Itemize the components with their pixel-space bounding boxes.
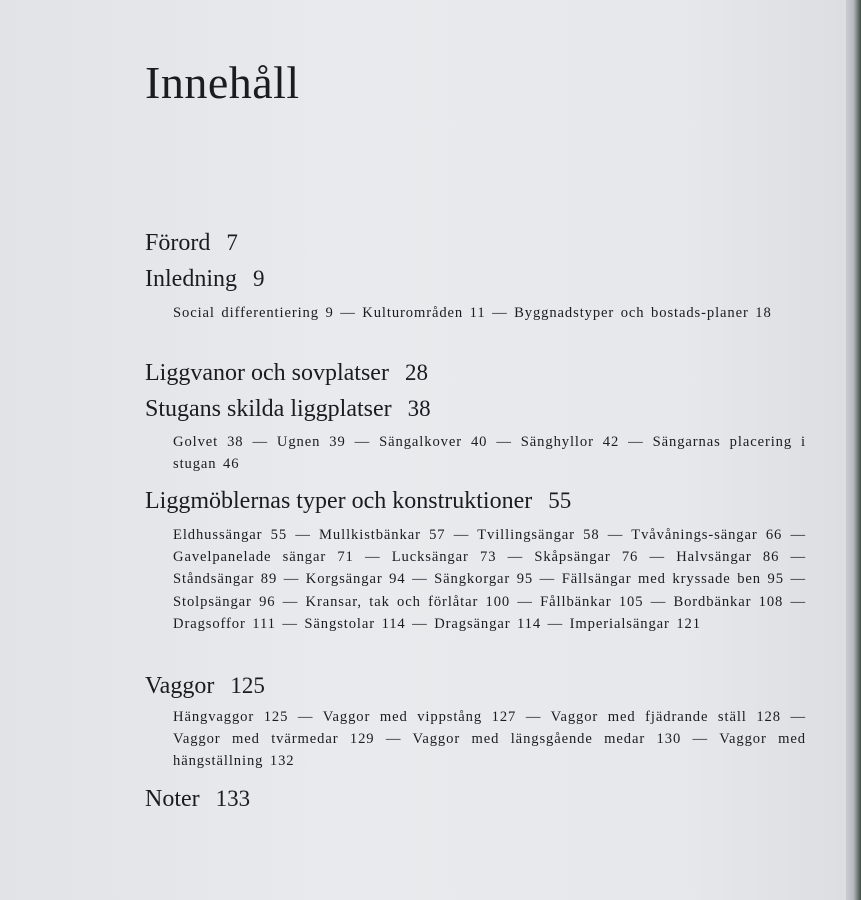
toc-entry-page: 7 (226, 230, 238, 255)
toc-subentries-inledning: Social differentiering 9 — Kulturområden 11 — Byggnadstyper och bostads-planer 18 (173, 305, 772, 321)
toc-entry-label: Vaggor (145, 673, 215, 699)
toc-entry-label: Liggmöblernas typer och konstruktioner (145, 488, 533, 514)
toc-entry-label: Förord (145, 230, 211, 256)
toc-entry-vaggor (145, 673, 265, 700)
toc-entry-page: 125 (230, 673, 265, 698)
toc-subentries-stugans: Golvet 38 — Ugnen 39 — Sängalkover 40 — Sänghyllor 42 — Sängarnas placering i stugan 46 (173, 434, 806, 473)
toc-entry-stugans (145, 396, 431, 423)
toc-entry-liggvanor (145, 360, 428, 387)
toc-entry-liggmoblernas (145, 488, 571, 515)
toc-entry-label: Noter (145, 786, 200, 812)
toc-entry-inledning (145, 266, 264, 293)
page-title: Innehåll (145, 57, 300, 108)
toc-entry-forord (145, 230, 238, 257)
toc-entry-label: Inledning (145, 266, 237, 292)
toc-entry-page: 133 (215, 786, 251, 811)
toc-entry-label: Liggvanor och sovplatser (145, 360, 389, 386)
toc-entry-page: 38 (407, 396, 431, 421)
toc-entry-label: Stugans skilda liggplatser (145, 396, 392, 422)
toc-subentries-liggmoblernas: Eldhussängar 55 — Mullkistbänkar 57 — Tvillingsängar 58 — Tvåvånings-sängar 66 — Gavelpanelade sängar 71 — Lucksängar 73 — Skåpsängar 76 — Halvsängar 86 — Ståndsängar 89 — Korgsängar 94 — Sängkorgar 95 — Fällsängar med kryssade ben 95 — Stolpsängar 96 — Kransar, tak och förlåtar 100 — Fållbänkar 105 — Bordbänkar 108 — Dragsoffor 111 — Sängstolar 114 — Dragsängar 114 — Imperialsängar 121 (173, 527, 806, 632)
toc-entry-noter (145, 786, 250, 813)
toc-entry-page: 28 (404, 360, 428, 385)
toc-entry-page: 9 (252, 266, 265, 291)
page-edge (846, 0, 861, 900)
toc-entry-page: 55 (548, 488, 572, 513)
toc-subentries-vaggor: Hängvaggor 125 — Vaggor med vippstång 127 — Vaggor med fjädrande ställ 128 — Vaggor med tvärmedar 129 — Vaggor med längsgående medar 130 — Vaggor med hängställning 132 (173, 709, 806, 770)
